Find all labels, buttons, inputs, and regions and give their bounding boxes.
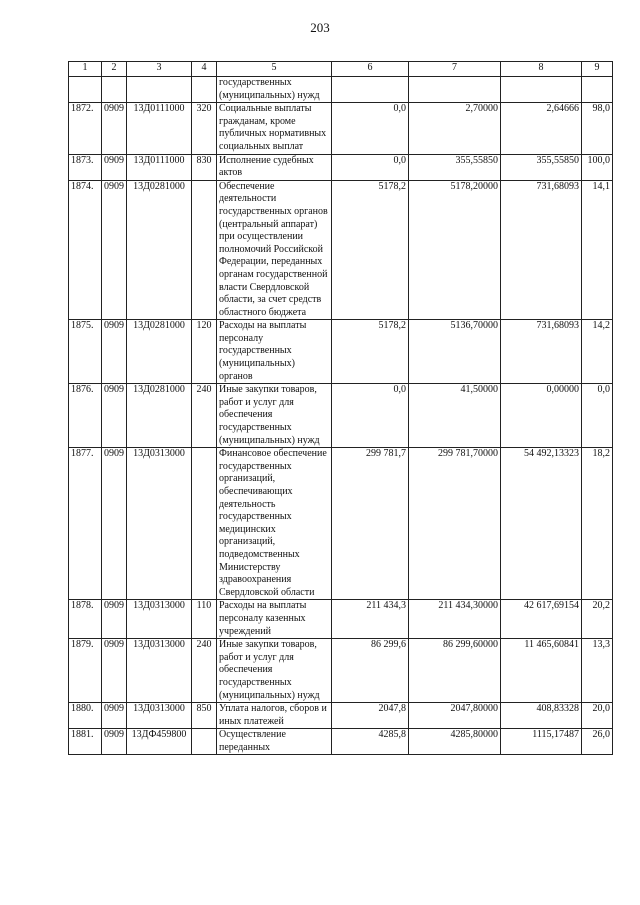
executed-amount: 42 617,69154	[501, 600, 582, 639]
planned-amount: 211 434,3	[332, 600, 409, 639]
row-number	[69, 77, 102, 103]
section-code: 0909	[102, 320, 127, 384]
row-number: 1872.	[69, 103, 102, 154]
table-row	[69, 103, 613, 154]
section-code: 0909	[102, 600, 127, 639]
execution-percent: 0,0	[582, 384, 613, 448]
description: Расходы на выплаты персоналу государственных (муниципальных) органов	[217, 320, 332, 384]
budget-amount: 5178,20000	[409, 180, 501, 320]
executed-amount: 54 492,13323	[501, 448, 582, 600]
expense-type-code: 830	[192, 154, 217, 180]
section-code: 0909	[102, 180, 127, 320]
budget-amount: 299 781,70000	[409, 448, 501, 600]
execution-percent	[582, 77, 613, 103]
table-row	[69, 448, 613, 600]
budget-amount	[409, 77, 501, 103]
planned-amount: 5178,2	[332, 320, 409, 384]
section-code	[102, 77, 127, 103]
section-code: 0909	[102, 154, 127, 180]
header-cell: 5	[217, 62, 332, 77]
row-number: 1879.	[69, 639, 102, 703]
budget-amount: 41,50000	[409, 384, 501, 448]
table-row	[69, 154, 613, 180]
budget-amount: 86 299,60000	[409, 639, 501, 703]
budget-amount: 4285,80000	[409, 729, 501, 755]
budget-amount: 2047,80000	[409, 703, 501, 729]
page-number: 203	[310, 20, 330, 35]
header-cell: 8	[501, 62, 582, 77]
planned-amount: 299 781,7	[332, 448, 409, 600]
target-code: 13Д0281000	[127, 180, 192, 320]
target-code: 13Д0313000	[127, 703, 192, 729]
row-number: 1875.	[69, 320, 102, 384]
expense-type-code: 240	[192, 384, 217, 448]
expense-type-code	[192, 180, 217, 320]
expense-type-code: 320	[192, 103, 217, 154]
executed-amount: 731,68093	[501, 320, 582, 384]
executed-amount: 2,64666	[501, 103, 582, 154]
header-cell: 1	[69, 62, 102, 77]
executed-amount: 408,83328	[501, 703, 582, 729]
table-row	[69, 320, 613, 384]
budget-table	[68, 61, 613, 755]
expense-type-code: 120	[192, 320, 217, 384]
planned-amount: 0,0	[332, 384, 409, 448]
executed-amount: 11 465,60841	[501, 639, 582, 703]
table-row	[69, 639, 613, 703]
section-code: 0909	[102, 703, 127, 729]
row-number: 1877.	[69, 448, 102, 600]
budget-amount: 2,70000	[409, 103, 501, 154]
expense-type-code: 850	[192, 703, 217, 729]
section-code: 0909	[102, 448, 127, 600]
executed-amount	[501, 77, 582, 103]
executed-amount: 0,00000	[501, 384, 582, 448]
row-number: 1878.	[69, 600, 102, 639]
execution-percent: 14,2	[582, 320, 613, 384]
target-code: 13Д0111000	[127, 103, 192, 154]
planned-amount: 0,0	[332, 154, 409, 180]
table-row	[69, 729, 613, 755]
section-code: 0909	[102, 103, 127, 154]
table-row	[69, 384, 613, 448]
table-row	[69, 600, 613, 639]
description: Иные закупки товаров, работ и услуг для обеспечения государственных (муниципальных) нужд	[217, 384, 332, 448]
executed-amount: 355,55850	[501, 154, 582, 180]
row-number: 1874.	[69, 180, 102, 320]
execution-percent: 13,3	[582, 639, 613, 703]
planned-amount: 2047,8	[332, 703, 409, 729]
expense-type-code	[192, 77, 217, 103]
executed-amount: 1115,17487	[501, 729, 582, 755]
section-code: 0909	[102, 384, 127, 448]
section-code: 0909	[102, 729, 127, 755]
header-cell: 3	[127, 62, 192, 77]
header-cell: 6	[332, 62, 409, 77]
description: Исполнение судебных актов	[217, 154, 332, 180]
table-row	[69, 77, 613, 103]
execution-percent: 14,1	[582, 180, 613, 320]
budget-amount: 355,55850	[409, 154, 501, 180]
description: Обеспечение деятельности государственных органов (центральный аппарат) при осуществлении полномочий Российской Федерации, переданных органам государственной власти Свердловской области, за счет средств областного бюджета	[217, 180, 332, 320]
description: Уплата налогов, сборов и иных платежей	[217, 703, 332, 729]
description: Социальные выплаты гражданам, кроме публичных нормативных социальных выплат	[217, 103, 332, 154]
table-header-row	[69, 62, 613, 77]
execution-percent: 20,0	[582, 703, 613, 729]
target-code: 13Д0313000	[127, 639, 192, 703]
execution-percent: 18,2	[582, 448, 613, 600]
target-code: 13Д0281000	[127, 384, 192, 448]
row-number: 1876.	[69, 384, 102, 448]
target-code	[127, 77, 192, 103]
table-row	[69, 703, 613, 729]
expense-type-code: 240	[192, 639, 217, 703]
execution-percent: 100,0	[582, 154, 613, 180]
planned-amount: 86 299,6	[332, 639, 409, 703]
header-cell: 4	[192, 62, 217, 77]
execution-percent: 98,0	[582, 103, 613, 154]
execution-percent: 26,0	[582, 729, 613, 755]
description: Финансовое обеспечение государственных организаций, обеспечивающих деятельность государственных медицинских организаций, подведомственных Министерству здравоохранения Свердловской области	[217, 448, 332, 600]
expense-type-code	[192, 448, 217, 600]
expense-type-code	[192, 729, 217, 755]
row-number: 1873.	[69, 154, 102, 180]
planned-amount	[332, 77, 409, 103]
row-number: 1880.	[69, 703, 102, 729]
target-code: 13Д0281000	[127, 320, 192, 384]
description: государственных (муниципальных) нужд	[217, 77, 332, 103]
planned-amount: 5178,2	[332, 180, 409, 320]
target-code: 13Д0313000	[127, 600, 192, 639]
table-row	[69, 180, 613, 320]
section-code: 0909	[102, 639, 127, 703]
execution-percent: 20,2	[582, 600, 613, 639]
planned-amount: 4285,8	[332, 729, 409, 755]
header-cell: 9	[582, 62, 613, 77]
target-code: 13Д0111000	[127, 154, 192, 180]
row-number: 1881.	[69, 729, 102, 755]
description: Иные закупки товаров, работ и услуг для обеспечения государственных (муниципальных) нужд	[217, 639, 332, 703]
header-cell: 7	[409, 62, 501, 77]
planned-amount: 0,0	[332, 103, 409, 154]
target-code: 13Д0313000	[127, 448, 192, 600]
header-cell: 2	[102, 62, 127, 77]
budget-amount: 211 434,30000	[409, 600, 501, 639]
description: Осуществление переданных	[217, 729, 332, 755]
executed-amount: 731,68093	[501, 180, 582, 320]
budget-amount: 5136,70000	[409, 320, 501, 384]
target-code: 13ДФ459800	[127, 729, 192, 755]
expense-type-code: 110	[192, 600, 217, 639]
description: Расходы на выплаты персоналу казенных учреждений	[217, 600, 332, 639]
